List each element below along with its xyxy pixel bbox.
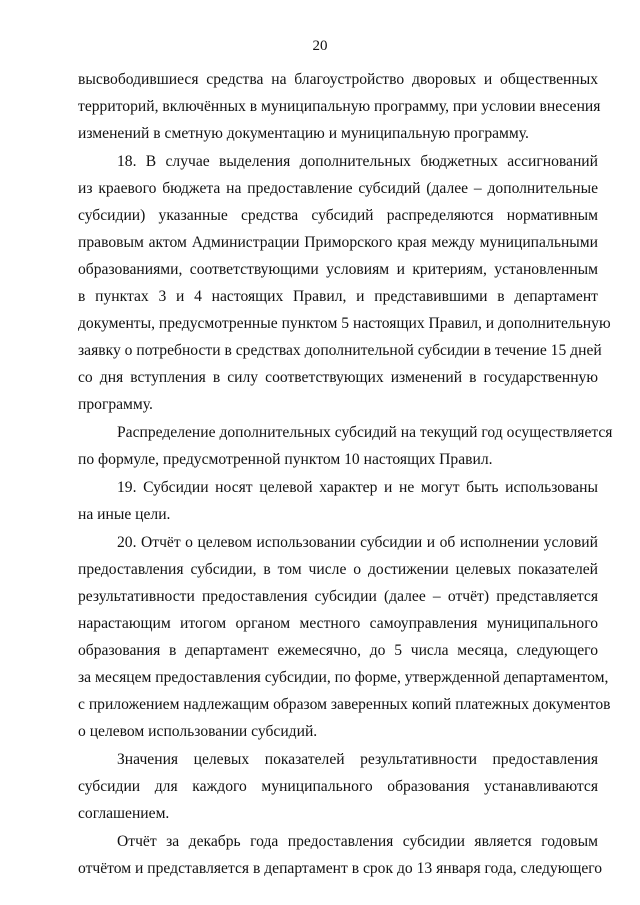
text-line: соглашением. [78, 805, 170, 822]
text-line: образованиями, соответствующими условиям и критериям, установленным [78, 261, 598, 278]
text-line: нарастающим итогом органом местного самоуправления муниципального [78, 615, 598, 632]
text-line: 19. Субсидии носят целевой характер и не могут быть использованы [117, 479, 598, 496]
text-line: из краевого бюджета на предоставление субсидий (далее – дополнительные [78, 180, 598, 197]
text-line: субсидии для каждого муниципального образования устанавливаются [78, 778, 598, 795]
text-line: со дня вступления в силу соответствующих изменений в государственную [78, 369, 598, 386]
text-line: за месяцем предоставления субсидии, по форме, утвержденной департаментом, [78, 669, 609, 686]
text-line: отчётом и представляется в департамент в срок до 13 января года, следующего [78, 860, 603, 877]
text-line: 18. В случае выделения дополнительных бюджетных ассигнований [117, 153, 598, 170]
text-line: документы, предусмотренные пунктом 5 настоящих Правил, и дополнительную [78, 315, 611, 332]
text-line: предоставления субсидии, в том числе о достижении целевых показателей [78, 561, 598, 578]
text-line: Значения целевых показателей результативности предоставления [117, 751, 598, 768]
text-line: программу. [78, 396, 153, 413]
text-line: высвободившиеся средства на благоустройство дворовых и общественных [78, 71, 598, 88]
text-line: результативности предоставления субсидии (далее – отчёт) представляется [78, 588, 598, 605]
text-line: о целевом использовании субсидий. [78, 723, 318, 740]
text-line: Распределение дополнительных субсидий на текущий год осуществляется [117, 424, 613, 441]
text-line: изменений в сметную документацию и муниципальную программу. [78, 125, 529, 142]
text-line: с приложением надлежащим образом заверенных копий платежных документов [78, 696, 611, 713]
text-line: правовым актом Администрации Приморского края между муниципальными [78, 234, 598, 251]
text-line: Отчёт за декабрь года предоставления субсидии является годовым [117, 833, 598, 850]
text-line: на иные цели. [78, 506, 171, 523]
text-line: 20. Отчёт о целевом использовании субсидии и об исполнении условий [117, 534, 598, 551]
text-line: по формуле, предусмотренной пунктом 10 настоящих Правил. [78, 451, 493, 468]
text-line: субсидии) указанные средства субсидий распределяются нормативным [78, 207, 598, 224]
text-line: образования в департамент ежемесячно, до 5 числа месяца, следующего [78, 642, 598, 659]
page-number: 20 [312, 38, 328, 54]
text-line: в пунктах 3 и 4 настоящих Правил, и представившими в департамент [78, 288, 598, 305]
text-line: территорий, включённых в муниципальную программу, при условии внесения [78, 98, 601, 115]
text-line: заявку о потребности в средствах дополнительной субсидии в течение 15 дней [78, 342, 602, 359]
